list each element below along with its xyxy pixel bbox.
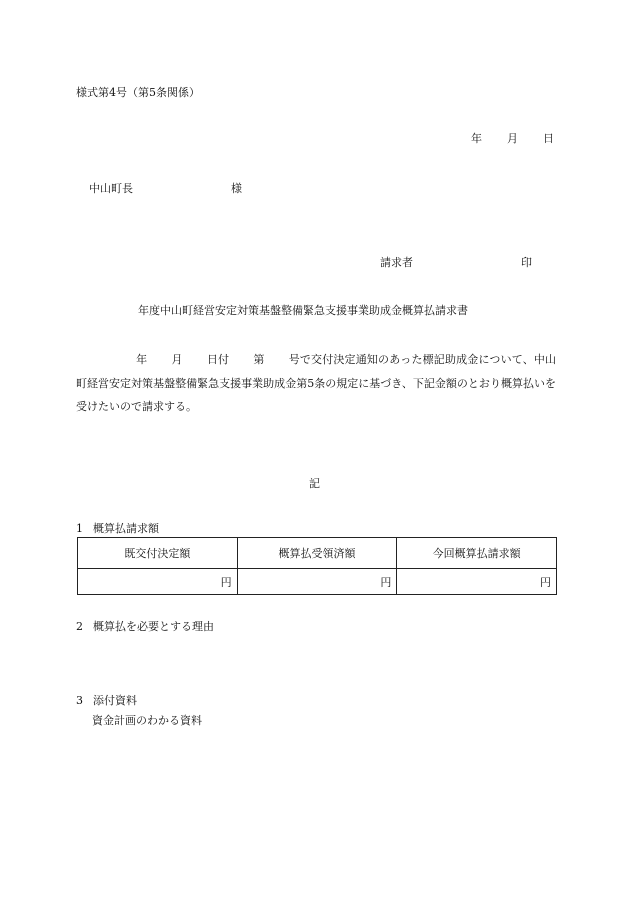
body-paragraph <box>76 348 556 419</box>
section2-title: 概算払を必要とする理由 <box>93 620 214 633</box>
section3-title: 添付資料 <box>93 694 137 707</box>
section3-heading <box>76 692 137 708</box>
section2-heading <box>76 618 214 634</box>
addressee-name: 中山町長 <box>89 182 133 195</box>
date-line <box>471 130 554 146</box>
col-request-amount: 今回概算払請求額 <box>397 538 557 569</box>
body-no-prefix: 第 <box>253 353 265 366</box>
ki-label: 記 <box>309 477 320 490</box>
body-text: 号で交付決定通知のあった標記助成金について、中山町経営安定対策基盤整備緊急支援事業助成金第5条の規定に基づき、下記金額のとおり概算払いを受けたいので請求する。 <box>76 353 557 413</box>
col-issued-amount: 既交付決定額 <box>78 538 238 569</box>
section1-title: 概算払請求額 <box>93 522 159 535</box>
section1-number: 1 <box>76 522 83 535</box>
col-received-amount: 概算払受領済額 <box>237 538 397 569</box>
body-year: 年 <box>136 353 148 366</box>
table-row <box>78 569 557 595</box>
request-amount-cell: 円 <box>397 569 557 595</box>
table-header-row <box>78 538 557 569</box>
section2-number: 2 <box>76 620 83 633</box>
amount-table <box>77 537 557 595</box>
section1-heading <box>76 520 159 536</box>
document-title: 年度中山町経営安定対策基盤整備緊急支援事業助成金概算払請求書 <box>138 304 468 317</box>
received-amount-cell: 円 <box>237 569 397 595</box>
section3-number: 3 <box>76 694 83 707</box>
form-number: 様式第4号（第5条関係） <box>76 86 200 99</box>
body-day: 日付 <box>206 353 230 366</box>
date-month: 月 <box>507 132 518 145</box>
body-month: 月 <box>171 353 183 366</box>
date-day: 日 <box>543 132 554 145</box>
date-year: 年 <box>471 132 482 145</box>
addressee-honorific: 様 <box>231 182 242 195</box>
issued-amount-cell: 円 <box>78 569 238 595</box>
claimant-label: 請求者 <box>380 256 413 269</box>
seal-label: 印 <box>521 256 532 269</box>
attachment-item: 資金計画のわかる資料 <box>92 714 202 727</box>
